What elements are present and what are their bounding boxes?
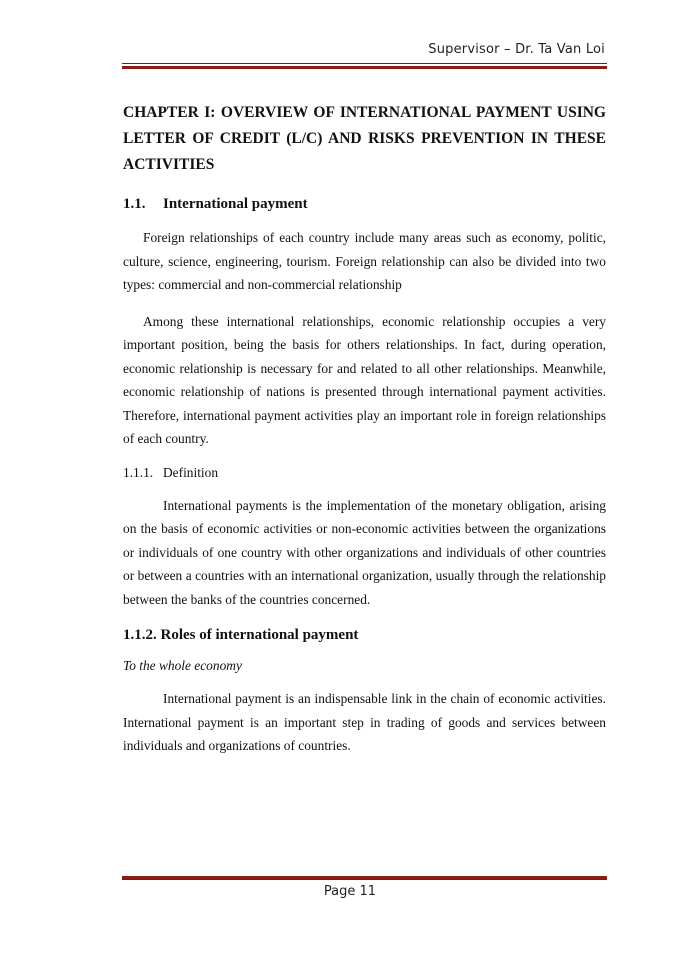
section-1-1-2-heading: 1.1.2. Roles of international payment [123, 627, 359, 643]
running-header: Supervisor – Dr. Ta Van Loi [428, 42, 605, 57]
subsection-number: 1.1.1. [123, 464, 154, 480]
page-body [123, 100, 606, 758]
section-title: International payment [163, 196, 308, 212]
section-1-1-heading [123, 196, 606, 213]
page-number: Page 11 [323, 884, 377, 899]
footer-rule [122, 874, 607, 880]
paragraph-foreign-relationships: Foreign relationships of each country include many areas such as economy, politic, culture, science, engineering, tourism. Foreign relationship can also be divided into two types: commercial and non-commercial relationship [123, 230, 606, 292]
section-1-1-1-heading [123, 465, 606, 481]
paragraph-roles: International payment is an indispensable link in the chain of economic activities. International payment is an important step in trading of goods and services between individuals and organizations of countries. [123, 691, 606, 753]
subheading-whole-economy: To the whole economy [123, 658, 242, 673]
header-rule [122, 63, 607, 69]
paragraph-definition: International payments is the implementation of the monetary obligation, arising on the basis of economic activities or non-economic activities between the organizations or individuals of one country with other organizations and individuals of other countries or between a countries with an international organization, usually through the relationship between the banks of the countries concerned. [123, 497, 606, 607]
chapter-title: CHAPTER I: OVERVIEW OF INTERNATIONAL PAYMENT USING LETTER OF CREDIT (L/C) AND RISKS PREVENTION IN THESE ACTIVITIES [123, 104, 606, 173]
section-number: 1.1. [123, 196, 146, 212]
paragraph-economic-relationship: Among these international relationships, economic relationship occupies a very important position, being the basis for others relationships. In fact, during operation, economic relationship is necessary for and related to all other relationships. Meanwhile, economic relationship of nations is presented through international payment activities. Therefore, international payment activities play an important role in foreign relationships of each country. [123, 313, 606, 446]
subsection-title: Definition [163, 464, 219, 480]
